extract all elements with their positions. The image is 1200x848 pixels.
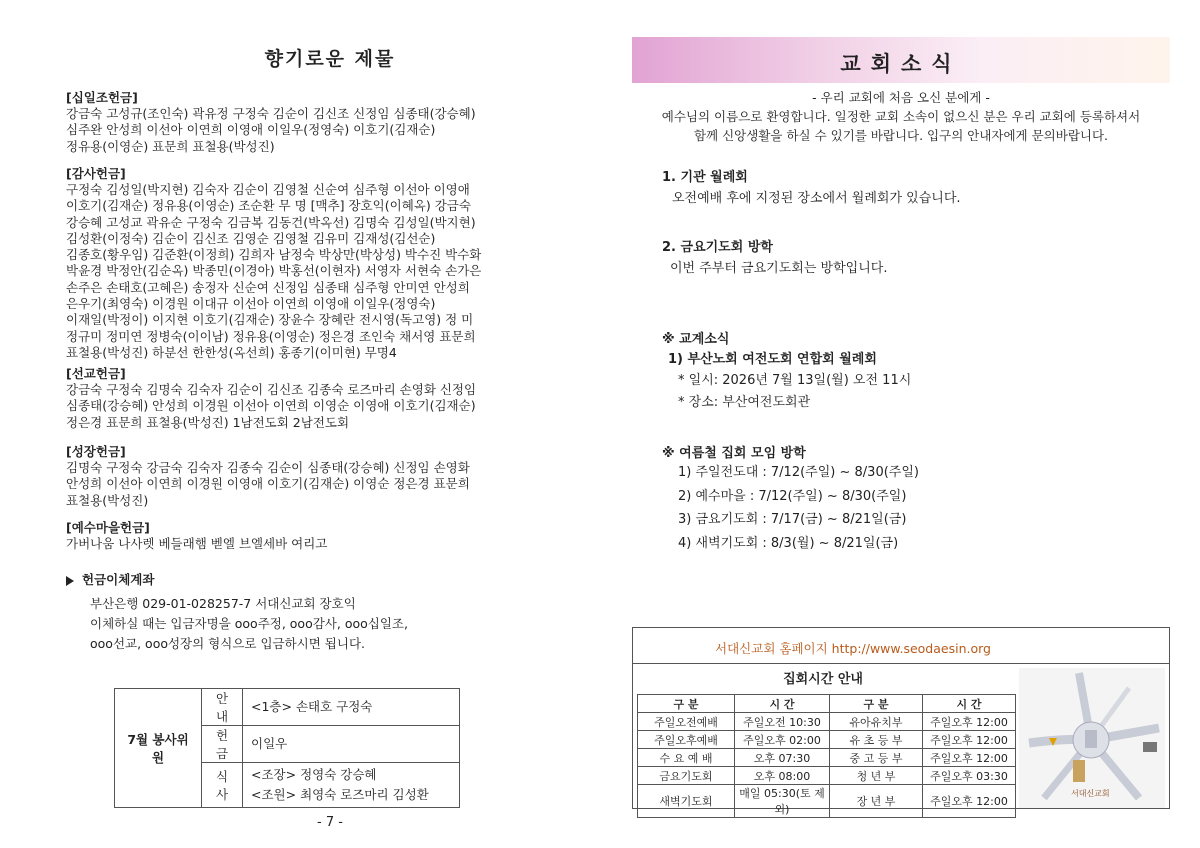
table-row [638,767,1016,785]
divider [633,663,1169,664]
volunteer-role: 식사 [202,763,243,808]
schedule-cell: 주일오후 12:00 [923,731,1016,749]
schedule-cell: 매일 05:30(토 제외) [735,785,830,818]
page-number: - 7 - [317,815,343,830]
schedule-header: 시 간 [923,695,1016,713]
volunteer-names: 이일우 [243,726,460,763]
table-row [638,785,1016,818]
left-page [60,0,600,848]
schedule-cell: 장 년 부 [830,785,923,818]
page-title: 향기로운 제물 [264,48,396,70]
tithe-section [66,90,586,155]
schedule-cell: 주일오전예배 [638,713,735,731]
schedule-cell: 금요기도회 [638,767,735,785]
welcome-line: 함께 신앙생활을 하실 수 있기를 바랍니다. 입구의 안내자에게 문의바랍니다. [693,128,1109,143]
right-page [632,0,1170,848]
schedule-table [637,694,1016,818]
donor-names: 김명숙 구정숙 강금숙 김숙자 김종숙 김순이 심종태(강승혜) 신정임 손영화 안성희 이선아 이연희 이경원 이영애 이호기(김재순) 이영순 정은경 표문희 표철용(박성진) [66,460,470,508]
schedule-cell: 주일오후 12:00 [923,785,1016,818]
schedule-header: 시 간 [735,695,830,713]
homepage-box [632,627,1170,816]
schedule-cell: 주일오후 12:00 [923,749,1016,767]
schedule-cell: 주일오후 02:00 [735,731,830,749]
schedule-cell: 주일오후 12:00 [923,713,1016,731]
table-row [638,749,1016,767]
donor-names: 가버나움 나사렛 베들래햄 벧엘 브엘세바 여리고 [66,536,328,551]
donor-names: 강금숙 구정숙 김명숙 김숙자 김순이 김신조 김종숙 로즈마리 손영화 신정임 심종태(강승혜) 안성희 이경원 이선아 이연희 이영순 이영애 이호기(김재순) 정은경 표문희 표철용(박성진) 1남전도회 2남전도회 [66,382,477,430]
welcome-note [632,88,1170,145]
section-heading: [성장헌금] [66,444,126,459]
account-heading: 헌금이체계좌 [82,572,155,587]
schedule-cell: 유 초 등 부 [830,731,923,749]
notice-heading: ※ 교계소식 [662,332,730,347]
news-title: 교회소식 [840,52,962,76]
growth-section [66,444,586,509]
schedule-cell: 오후 08:00 [735,767,830,785]
item-text: 이번 주부터 금요기도회는 방학입니다. [670,261,888,276]
account-line: ooo선교, ooo성장의 형식으로 입금하시면 됩니다. [90,636,366,651]
village-section [66,520,586,552]
schedule-cell: 수 요 예 배 [638,749,735,767]
notice-subheading: 1) 부산노회 여전도회 연합회 월례회 [668,352,877,367]
donor-names: 강금숙 고성규(조인숙) 곽유정 구정숙 김순이 김신조 신정임 심종태(강승혜) 심주완 안성희 이선아 이연희 이영애 이일우(정영숙) 이호기(김재순) 정유용(이영순) 표문희 표철용(박성진) [66,106,476,154]
schedule-cell: 중 고 등 부 [830,749,923,767]
item-title: 2. 금요기도회 방학 [662,240,773,255]
schedule-cell: 새벽기도회 [638,785,735,818]
notice-lines: * 일시: 2026년 7월 13일(월) 오전 11시 * 장소: 부산여전도회관 [678,373,912,410]
item-title: 1. 기관 월례회 [662,170,748,185]
schedule-cell: 주일오전 10:30 [735,713,830,731]
schedule-header: 구 분 [638,695,735,713]
homepage-link[interactable]: 서대신교회 홈페이지 http://www.seodaesin.org [715,641,991,656]
schedule-cell: 주일오후 03:30 [923,767,1016,785]
section-heading: [예수마을헌금] [66,520,150,535]
schedule-header: 구 분 [830,695,923,713]
item-text: 오전예배 후에 지정된 장소에서 월례회가 있습니다. [672,191,961,206]
volunteer-title: 7월 봉사위원 [115,689,202,808]
schedule-cell: 청 년 부 [830,767,923,785]
table-row [638,731,1016,749]
summer-heading: ※ 여름철 집회 모임 방학 [662,446,806,461]
volunteer-role: 안내 [202,689,243,726]
volunteer-names: <1층> 손태호 구정숙 [243,689,460,726]
account-info [66,572,586,654]
volunteer-table [114,688,460,808]
donor-names: 구정숙 김성일(박지현) 김숙자 김순이 김영철 신순여 심주형 이선아 이영애 이호기(김재순) 정유용(이영순) 조순환 무 명 [맥추] 장호익(이혜옥) 강금숙 강승혜 고성교 곽유순 구정숙 김금복 김동건(박옥선) 김명숙 김성일(박지현) 김성환(이정숙) 김순이 김신조 김영순 김영철 김유미 김재성(김선순) 김종호(황우임) 김준환(이정희) 김희자 남정숙 박상만(박상성) 박수진 박수화 박윤경 박정안(김순옥) 박종민(이경아) 박홍선(이현자) 서영자 서현숙 손가은 손주은 손태호(고혜은) 송정자 신순여 신정임 심종태 심주형 안미연 안성희 은우기(최영숙) 이경원 이대규 이선아 이연희 이영애 이일우(정영숙) 이재일(박정이) 이지현 이호기(김재순) 장윤수 장혜란 전시영(독고영) 정 미 정규미 정미연 정병숙(이이남) 정유용(이영순) 정은경 조인숙 채서영 표문희 표철용(박성진) 하분선 한한성(옥선희) 홍종기(이미현) 무명4 [66,182,482,360]
section-heading: [십일조헌금] [66,90,138,105]
section-heading: [선교헌금] [66,366,126,381]
map-label: 서대신교회 [1071,789,1110,798]
summer-lines: 1) 주일전도대 : 7/12(주일) ~ 8/30(주일) 2) 예수마을 : 7/12(주일) ~ 8/30(주일) 3) 금요기도회 : 7/17(금) ~ 8/21일(금) 4) 새벽기도회 : 8/3(월) ~ 8/21일(금) [678,465,919,551]
table-row [638,713,1016,731]
schedule-title: 집회시간 안내 [783,672,863,687]
volunteer-names: <조장> 정영숙 강승혜 <조원> 최영숙 로즈마리 김성환 [243,763,460,808]
mission-section [66,366,586,431]
welcome-line: - 우리 교회에 처음 오신 분에게 - [812,90,990,105]
schedule-cell: 주일오후예배 [638,731,735,749]
welcome-line: 예수님의 이름으로 환영합니다. 일정한 교회 소속이 없으신 분은 우리 교회에 등록하셔서 [661,109,1141,124]
account-line: 부산은행 029-01-028257-7 서대신교회 장호익 [90,596,356,611]
thanks-section [66,166,586,361]
triangle-bullet-icon [66,576,74,586]
volunteer-role: 헌금 [202,726,243,763]
account-line: 이체하실 때는 입금자명을 ooo주정, ooo감사, ooo십일조, [90,616,408,631]
location-map [1019,668,1165,808]
section-heading: [감사헌금] [66,166,126,181]
schedule-cell: 유아유치부 [830,713,923,731]
schedule-cell: 오후 07:30 [735,749,830,767]
